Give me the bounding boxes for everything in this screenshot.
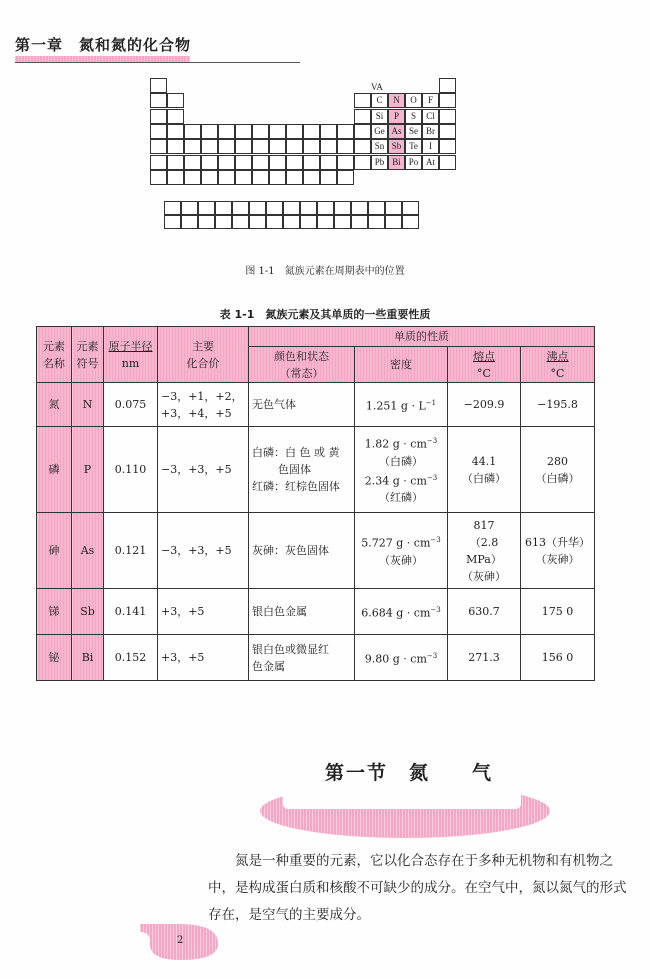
- cell-melting-point: 630.7: [448, 589, 521, 635]
- periodic-cell: [201, 155, 218, 170]
- periodic-cell: [320, 170, 337, 185]
- f-block-cell: [283, 215, 300, 229]
- table-row: [37, 589, 595, 635]
- f-block-cell: [402, 215, 419, 229]
- periodic-cell: [439, 139, 456, 154]
- periodic-cell: [354, 109, 371, 124]
- f-block-cell: [300, 215, 317, 229]
- periodic-cell: [150, 155, 167, 170]
- periodic-cell: [354, 155, 371, 170]
- periodic-cell: [235, 139, 252, 154]
- periodic-cell: [286, 170, 303, 185]
- cell-element-symbol: Sb: [72, 589, 104, 635]
- header-element-symbol: 元素 符号: [72, 327, 104, 383]
- periodic-cell: [167, 155, 184, 170]
- periodic-cell: [252, 155, 269, 170]
- periodic-cell: [150, 124, 167, 139]
- cell-density: 9.80 $g \cdot cm^{-3}$: [355, 635, 448, 681]
- periodic-cell: [184, 139, 201, 154]
- periodic-cell: [286, 155, 303, 170]
- periodic-cell: [252, 139, 269, 154]
- chapter-divider: [15, 62, 300, 63]
- periodic-cell: [201, 170, 218, 185]
- chapter-title: 第一章 氮和氮的化合物: [15, 36, 192, 54]
- element-cell: As: [388, 124, 405, 139]
- cell-density: 1.82 $g \cdot cm^{-3}$ （白磷） 2.34 $g \cdot cm^{-3}$ （红磷）: [355, 427, 448, 513]
- f-block-cell: [402, 201, 419, 215]
- cell-element-name: 磷: [37, 427, 72, 513]
- f-block-cell: [334, 215, 351, 229]
- f-block-cell: [351, 215, 368, 229]
- cell-element-name: 氮: [37, 383, 72, 427]
- section-banner: [255, 783, 555, 840]
- cell-element-symbol: P: [72, 427, 104, 513]
- cell-element-name: 砷: [37, 513, 72, 589]
- element-cell: At: [422, 155, 439, 170]
- f-block-cell: [232, 201, 249, 215]
- periodic-cell: [235, 124, 252, 139]
- cell-boiling-point: 175 0: [521, 589, 595, 635]
- periodic-cell: [150, 78, 167, 93]
- periodic-cell: [286, 124, 303, 139]
- f-block-cell: [198, 215, 215, 229]
- element-cell: Sn: [371, 139, 388, 154]
- f-block-cell: [266, 201, 283, 215]
- header-density: 密度: [355, 347, 448, 383]
- periodic-cell: [235, 155, 252, 170]
- f-block-cell: [232, 215, 249, 229]
- element-cell: Si: [371, 109, 388, 124]
- periodic-cell: [337, 155, 354, 170]
- header-element-properties: 单质的性质: [249, 327, 595, 347]
- periodic-cell: [167, 139, 184, 154]
- periodic-cell: [184, 124, 201, 139]
- table-row: [37, 383, 595, 427]
- cell-density: 6.684 $g \cdot cm^{-3}$: [355, 589, 448, 635]
- f-block-cell: [368, 201, 385, 215]
- periodic-cell: [218, 124, 235, 139]
- periodic-cell: [286, 139, 303, 154]
- periodic-cell: [337, 170, 354, 185]
- element-cell: Cl: [422, 109, 439, 124]
- f-block-cell: [317, 201, 334, 215]
- f-block-cell: [317, 215, 334, 229]
- f-block-cell: [164, 215, 181, 229]
- cell-atomic-radius: 0.152: [104, 635, 158, 681]
- f-block-cell: [164, 201, 181, 215]
- cell-melting-point: 44.1 （白磷）: [448, 427, 521, 513]
- f-block-cell: [215, 201, 232, 215]
- periodic-cell: [439, 93, 456, 108]
- element-cell: Br: [422, 124, 439, 139]
- periodic-cell: [218, 170, 235, 185]
- cell-atomic-radius: 0.121: [104, 513, 158, 589]
- periodic-cell: [354, 139, 371, 154]
- periodic-cell: [218, 155, 235, 170]
- header-melting-point: 熔点 °C: [448, 347, 521, 383]
- cell-element-symbol: Bi: [72, 635, 104, 681]
- periodic-cell: [303, 139, 320, 154]
- table-caption: 表 1-1 氮族元素及其单质的一些重要性质: [219, 308, 431, 321]
- periodic-cell: [320, 155, 337, 170]
- periodic-cell: [167, 170, 184, 185]
- cell-color-state: 白磷：白 色 或 黄 色固体 红磷：红棕色固体: [249, 427, 355, 513]
- periodic-cell: [354, 93, 371, 108]
- periodic-cell: [439, 109, 456, 124]
- body-paragraph: [208, 848, 628, 929]
- f-block-cell: [334, 201, 351, 215]
- cell-element-name: 铋: [37, 635, 72, 681]
- element-cell: Po: [405, 155, 422, 170]
- periodic-cell: [269, 170, 286, 185]
- cell-melting-point: −209.9: [448, 383, 521, 427]
- section-title: 第一节 氮 气: [325, 762, 494, 784]
- cell-color-state: 灰砷：灰色固体: [249, 513, 355, 589]
- element-cell: C: [371, 93, 388, 108]
- periodic-cell: [167, 124, 184, 139]
- periodic-cell: [252, 124, 269, 139]
- figure-caption: 图 1-1 氮族元素在周期表中的位置: [245, 266, 405, 277]
- cell-color-state: 无色气体: [249, 383, 355, 427]
- cell-boiling-point: −195.8: [521, 383, 595, 427]
- periodic-cell: [150, 93, 167, 108]
- table-row: [37, 635, 595, 681]
- cell-valence: +3，+5: [158, 635, 249, 681]
- f-block-cell: [215, 215, 232, 229]
- paragraph-text: 氮是一种重要的元素，它以化合态存在于多种无机物和有机物之中，是构成蛋白质和核酸不可缺少的成分。在空气中，氮以氮气的形式存在，是空气的主要成分。: [208, 853, 627, 923]
- element-cell: Te: [405, 139, 422, 154]
- cell-melting-point: 271.3: [448, 635, 521, 681]
- periodic-cell: [439, 78, 456, 93]
- cell-atomic-radius: 0.075: [104, 383, 158, 427]
- cell-atomic-radius: 0.110: [104, 427, 158, 513]
- f-block-cell: [368, 215, 385, 229]
- element-cell: F: [422, 93, 439, 108]
- periodic-cell: [303, 170, 320, 185]
- f-block-cell: [385, 201, 402, 215]
- cell-valence: −3，+3，+5: [158, 513, 249, 589]
- cell-boiling-point: 280 （白磷）: [521, 427, 595, 513]
- element-cell: N: [388, 93, 405, 108]
- header-valence: 主要 化合价: [158, 327, 249, 383]
- group-va-label: VA: [371, 82, 383, 92]
- element-cell: I: [422, 139, 439, 154]
- f-block-cell: [283, 201, 300, 215]
- periodic-cell: [218, 139, 235, 154]
- cell-color-state: 银白色金属: [249, 589, 355, 635]
- element-cell: Se: [405, 124, 422, 139]
- cell-density: 5.727 $g \cdot cm^{-3}$ （灰砷）: [355, 513, 448, 589]
- f-block-cell: [385, 215, 402, 229]
- cell-valence: +3，+5: [158, 589, 249, 635]
- cell-atomic-radius: 0.141: [104, 589, 158, 635]
- f-block-cell: [181, 215, 198, 229]
- header-element-name: 元素 名称: [37, 327, 72, 383]
- table-row: [37, 513, 595, 589]
- periodic-cell: [167, 109, 184, 124]
- periodic-cell: [337, 139, 354, 154]
- periodic-cell: [167, 93, 184, 108]
- page-number: 2: [177, 935, 184, 946]
- properties-table: [36, 326, 595, 681]
- element-cell: S: [405, 109, 422, 124]
- f-block-cell: [181, 201, 198, 215]
- table-row: [37, 427, 595, 513]
- periodic-cell: [184, 170, 201, 185]
- periodic-cell: [303, 124, 320, 139]
- cell-element-symbol: N: [72, 383, 104, 427]
- header-color-state: 颜色和状态 （常态）: [249, 347, 355, 383]
- periodic-cell: [150, 170, 167, 185]
- cell-valence: −3，+3，+5: [158, 427, 249, 513]
- cell-element-symbol: As: [72, 513, 104, 589]
- element-cell: P: [388, 109, 405, 124]
- periodic-cell: [201, 124, 218, 139]
- element-cell: Pb: [371, 155, 388, 170]
- cell-density: 1.251 $g \cdot L^{-1}$: [355, 383, 448, 427]
- cell-boiling-point: 156 0: [521, 635, 595, 681]
- element-cell: O: [405, 93, 422, 108]
- periodic-cell: [354, 124, 371, 139]
- cell-color-state: 银白色或微显红 色金属: [249, 635, 355, 681]
- periodic-cell: [320, 124, 337, 139]
- element-cell: Sb: [388, 139, 405, 154]
- header-atomic-radius: 原子半径 nm: [104, 327, 158, 383]
- periodic-cell: [201, 139, 218, 154]
- cell-melting-point: 817 （2.8 MPa） （灰砷）: [448, 513, 521, 589]
- periodic-cell: [439, 124, 456, 139]
- f-block-cell: [249, 201, 266, 215]
- f-block-cell: [300, 201, 317, 215]
- header-boiling-point: 沸点 °C: [521, 347, 595, 383]
- cell-boiling-point: 613（升华） （灰砷）: [521, 513, 595, 589]
- cell-valence: −3，+1，+2， +3，+4，+5: [158, 383, 249, 427]
- periodic-cell: [269, 139, 286, 154]
- periodic-cell: [337, 124, 354, 139]
- cell-element-name: 锑: [37, 589, 72, 635]
- periodic-cell: [150, 109, 167, 124]
- periodic-cell: [320, 139, 337, 154]
- periodic-cell: [303, 155, 320, 170]
- f-block-cell: [198, 201, 215, 215]
- periodic-cell: [252, 170, 269, 185]
- f-block-cell: [351, 201, 368, 215]
- periodic-cell: [439, 155, 456, 170]
- element-cell: Bi: [388, 155, 405, 170]
- periodic-cell: [269, 155, 286, 170]
- f-block-cell: [249, 215, 266, 229]
- periodic-cell: [235, 170, 252, 185]
- element-cell: Ge: [371, 124, 388, 139]
- f-block-cell: [266, 215, 283, 229]
- periodic-cell: [184, 155, 201, 170]
- periodic-cell: [269, 124, 286, 139]
- periodic-cell: [150, 139, 167, 154]
